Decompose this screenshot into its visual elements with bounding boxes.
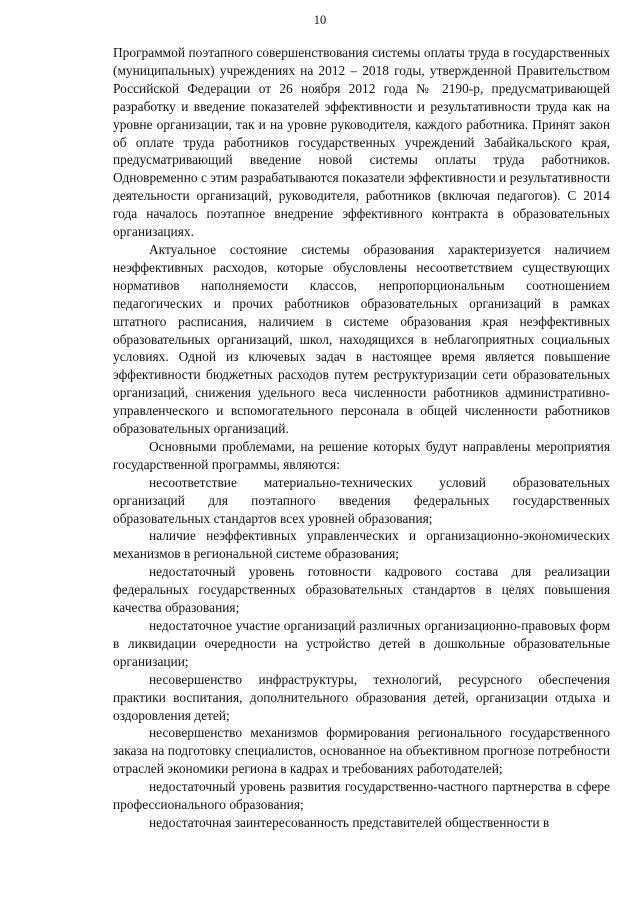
paragraph-continued: Программой поэтапного совершенствования системы оплаты труда в государственных (муниципальных) учреждениях на 2012 – 2018 годы, утвержденной Правительством Российской Федерации от 26 ноября 2012 года № 2190-р, предусматривающей разработку и введение показателей эффективности и результативности труда как на уровне организации, так и на уровне руководителя, каждого работника. Принят закон об оплате труда работников государственных учреждений Забайкальского края, предусматривающий введение новой системы оплаты труда работников. Одновременно с этим разрабатываются показатели эффективности и результативности деятельности организаций, руководителя, работников (включая педагогов). С 2014 года началось поэтапное внедрение эффективного контракта в образовательных организациях. <box>113 45 610 240</box>
list-item-problem: несоответствие материально-технических условий образовательных организаций для поэтапного введения федеральных государственных образовательных стандартов всех уровней образования; <box>113 474 610 526</box>
list-item-problem: несовершенство инфраструктуры, технологий, ресурсного обеспечения практики воспитания, дополнительного образования детей, организации отдыха и оздоровления детей; <box>113 671 610 723</box>
page-number: 10 <box>313 13 327 27</box>
list-item-problem: недостаточный уровень развития государственно-частного партнерства в сфере профессионального образования; <box>113 779 610 813</box>
list-item-problem: недостаточная заинтересованность представителей общественности в <box>149 814 550 830</box>
list-item-problem: недостаточное участие организаций различных организационно-правовых форм в ликвидации очередности на устройство детей в дошкольные образовательные организации; <box>113 618 610 669</box>
body-text <box>113 44 610 832</box>
list-item-problem: недостаточный уровень готовности кадрового состава для реализации федеральных государственных образовательных стандартов в целях повышения качества образования; <box>113 564 610 616</box>
paragraph-problems-intro: Основными проблемами, на решение которых будут направлены мероприятия государственной программы, являются: <box>113 438 610 472</box>
paragraph-current-state: Актуальное состояние системы образования характеризуется наличием неэффективных расходов, которые обусловлены несоответствием существующих нормативов наполняемости классов, непропорциональным соотношением педагогических и прочих работников образовательных организаций в рамках штатного расписания, наличием в системе образования края неэффективных образовательных организаций, школ, находящихся в неблагоприятных социальных условиях. Одной из ключевых задач в настоящее время является повышение эффективности бюджетных расходов путем реструктуризации сети образовательных организаций, снижения удельного веса численности работников административно-управленческого и вспомогательного персонала в общей численности работников образовательных организаций. <box>113 241 610 437</box>
list-item-problem: несовершенство механизмов формирования регионального государственного заказа на подготовку специалистов, основанное на объективном прогнозе потребности отраслей экономики региона в кадрах и требованиях работодателей; <box>113 725 610 777</box>
list-item-problem: наличие неэффективных управленческих и организационно-экономических механизмов в региональной системе образования; <box>113 528 610 562</box>
